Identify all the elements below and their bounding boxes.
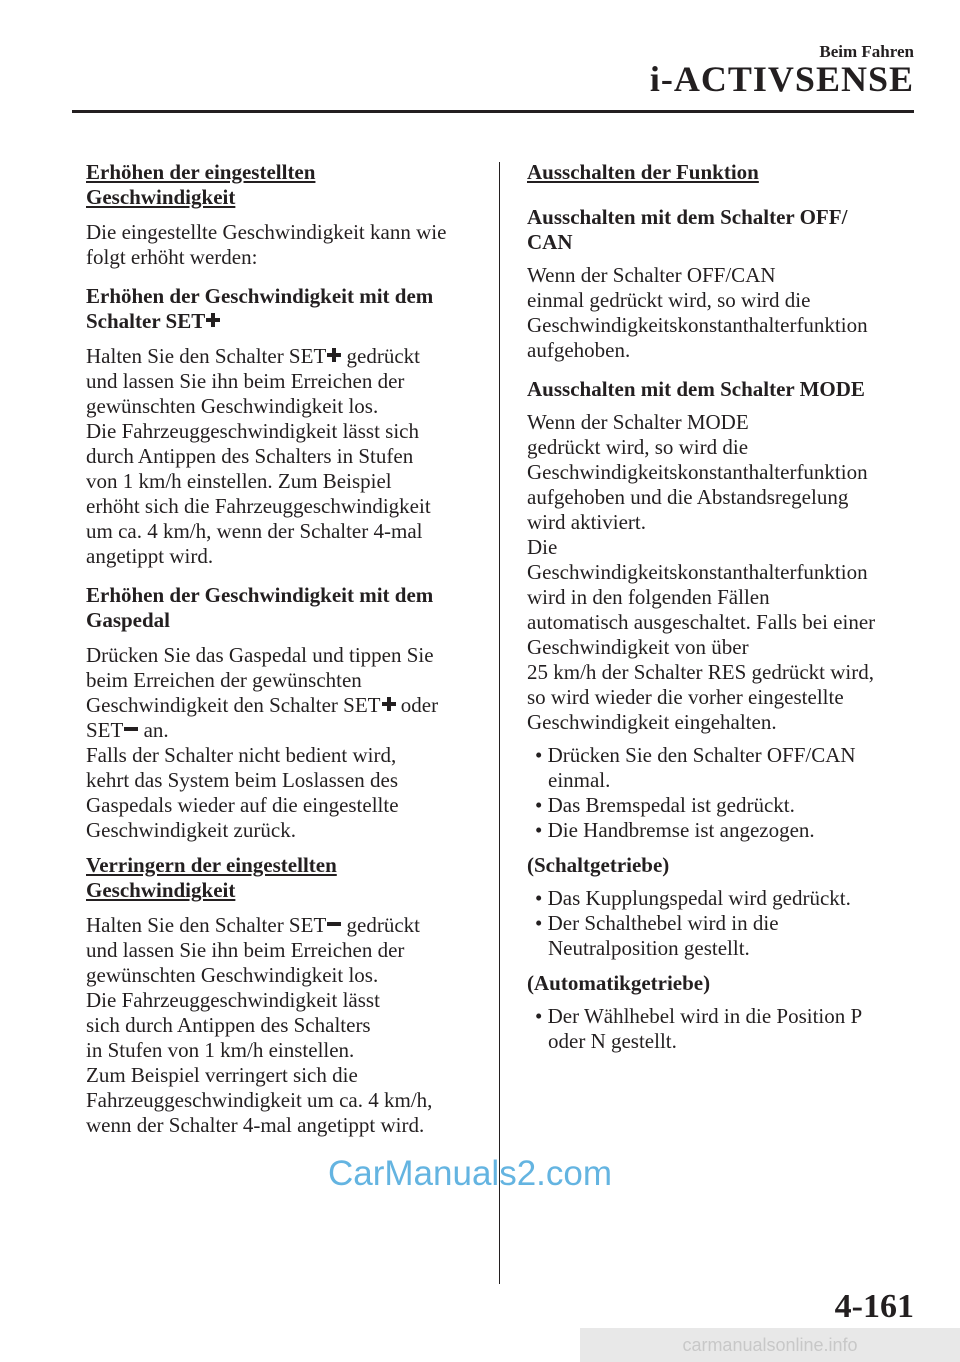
plus-icon xyxy=(382,697,396,711)
header-rule xyxy=(72,110,914,113)
paragraph-line: automatisch ausgeschaltet. Falls bei einer xyxy=(527,610,876,634)
section-title-decrease: Verringern der eingestellten xyxy=(86,853,337,877)
bullet-item: • Das Kupplungspedal wird gedrückt. xyxy=(535,886,851,910)
subheading-accelerator: Erhöhen der Geschwindigkeit mit dem xyxy=(86,583,434,607)
paragraph-line: Die eingestellte Geschwindigkeit kann wie xyxy=(86,220,447,244)
subheading-off-can-cont: CAN xyxy=(527,230,573,254)
column-divider xyxy=(499,162,500,1284)
paragraph-line: Wenn der Schalter OFF/CAN xyxy=(527,263,776,287)
bullet-item-cont: oder N gestellt. xyxy=(548,1029,677,1053)
bullet-item: • Der Wählhebel wird in die Position P xyxy=(535,1004,863,1028)
paragraph-line: Wenn der Schalter MODE xyxy=(527,410,749,434)
paragraph-text: Halten Sie den Schalter SET xyxy=(86,913,327,937)
paragraph-line: gedrückt wird, so wird die xyxy=(527,435,749,459)
paragraph-line: Geschwindigkeit eingehalten. xyxy=(527,710,777,734)
plus-icon xyxy=(206,313,220,327)
paragraph-line: Geschwindigkeit von über xyxy=(527,635,749,659)
header-title: i-ACTIVSENSE xyxy=(649,59,914,99)
paragraph-line xyxy=(86,344,486,369)
section-title-decrease-cont: Geschwindigkeit xyxy=(86,878,236,902)
paragraph-line: Geschwindigkeitskonstanthalterfunktion xyxy=(527,460,868,484)
paragraph-line xyxy=(86,913,486,938)
left-column xyxy=(86,160,486,1138)
subheading-set-plus: Erhöhen der Geschwindigkeit mit dem xyxy=(86,284,434,308)
page-number: 4-161 xyxy=(834,1288,914,1325)
paragraph-line xyxy=(86,718,486,743)
paragraph-line: Zum Beispiel verringert sich die xyxy=(86,1063,358,1087)
paragraph-line: angetippt wird. xyxy=(86,544,214,568)
paragraph-text: Halten Sie den Schalter SET xyxy=(86,344,327,368)
paragraph-line: Falls der Schalter nicht bedient wird, xyxy=(86,743,397,767)
paragraph-text: gedrückt xyxy=(341,344,421,368)
section-title-switch-off: Ausschalten der Funktion xyxy=(527,160,759,184)
paragraph-line: Die Fahrzeuggeschwindigkeit lässt sich xyxy=(86,419,420,443)
paragraph-line: Die xyxy=(527,535,558,559)
paragraph-line: so wird wieder die vorher eingestellte xyxy=(527,685,844,709)
subheading-mode: Ausschalten mit dem Schalter MODE xyxy=(527,377,865,401)
bullet-item: • Das Bremspedal ist gedrückt. xyxy=(535,793,795,817)
paragraph-line: 25 km/h der Schalter RES gedrückt wird, xyxy=(527,660,875,684)
section-title-increase-cont: Geschwindigkeit xyxy=(86,185,236,209)
paragraph-line: von 1 km/h einstellen. Zum Beispiel xyxy=(86,469,392,493)
watermark-carmanualsonline: carmanualsonline.info xyxy=(580,1328,960,1362)
paragraph-text: Geschwindigkeit den Schalter SET xyxy=(86,693,381,717)
paragraph-line: einmal gedrückt wird, so wird die xyxy=(527,288,811,312)
watermark-carmanuals2: CarManuals2.com xyxy=(328,1154,612,1193)
bullet-item: • Drücken Sie den Schalter OFF/CAN xyxy=(535,743,856,767)
section-title-increase: Erhöhen der eingestellten xyxy=(86,160,316,184)
subheading-manual-transmission: (Schaltgetriebe) xyxy=(527,853,670,877)
paragraph-line: um ca. 4 km/h, wenn der Schalter 4-mal xyxy=(86,519,423,543)
paragraph-line: wenn der Schalter 4-mal angetippt wird. xyxy=(86,1113,425,1137)
right-column xyxy=(527,160,917,1054)
bullet-item-cont: Neutralposition gestellt. xyxy=(548,936,750,960)
paragraph-line: folgt erhöht werden: xyxy=(86,245,258,269)
subheading-accelerator-cont: Gaspedal xyxy=(86,608,171,632)
paragraph-line: Gaspedals wieder auf die eingestellte xyxy=(86,793,399,817)
paragraph-line: Geschwindigkeitskonstanthalterfunktion xyxy=(527,560,868,584)
paragraph-line: und lassen Sie ihn beim Erreichen der xyxy=(86,369,405,393)
bullet-item-cont: einmal. xyxy=(548,768,611,792)
bullet-item: • Der Schalthebel wird in die xyxy=(535,911,779,935)
minus-icon xyxy=(124,722,138,736)
paragraph-line: Die Fahrzeuggeschwindigkeit lässt xyxy=(86,988,380,1012)
paragraph-text: oder xyxy=(395,693,439,717)
paragraph-text: gedrückt xyxy=(341,913,421,937)
paragraph-line: aufgehoben und die Abstandsregelung xyxy=(527,485,849,509)
plus-icon xyxy=(327,348,341,362)
paragraph-line: gewünschten Geschwindigkeit los. xyxy=(86,394,379,418)
paragraph-line: Geschwindigkeit zurück. xyxy=(86,818,296,842)
paragraph-line: sich durch Antippen des Schalters xyxy=(86,1013,371,1037)
paragraph-line: Drücken Sie das Gaspedal und tippen Sie xyxy=(86,643,434,667)
minus-icon xyxy=(327,917,341,931)
header-section-label: Beim Fahren xyxy=(819,42,914,61)
paragraph-line: kehrt das System beim Loslassen des xyxy=(86,768,399,792)
paragraph-line: wird aktiviert. xyxy=(527,510,646,534)
paragraph-line: aufgehoben. xyxy=(527,338,631,362)
paragraph-line: erhöht sich die Fahrzeuggeschwindigkeit xyxy=(86,494,431,518)
paragraph-line: und lassen Sie ihn beim Erreichen der xyxy=(86,938,405,962)
paragraph-line: Fahrzeuggeschwindigkeit um ca. 4 km/h, xyxy=(86,1088,433,1112)
paragraph-line xyxy=(86,693,486,718)
paragraph-line: Geschwindigkeitskonstanthalterfunktion xyxy=(527,313,868,337)
subheading-text: Schalter SET xyxy=(86,309,206,333)
paragraph-line: gewünschten Geschwindigkeit los. xyxy=(86,963,379,987)
paragraph-text: an. xyxy=(138,718,169,742)
subheading-set-plus-cont xyxy=(86,309,486,334)
paragraph-line: wird in den folgenden Fällen xyxy=(527,585,770,609)
paragraph-line: durch Antippen des Schalters in Stufen xyxy=(86,444,414,468)
subheading-automatic-transmission: (Automatikgetriebe) xyxy=(527,971,711,995)
paragraph-line: beim Erreichen der gewünschten xyxy=(86,668,362,692)
bullet-item: • Die Handbremse ist angezogen. xyxy=(535,818,815,842)
subheading-off-can: Ausschalten mit dem Schalter OFF/ xyxy=(527,205,848,229)
paragraph-text: SET xyxy=(86,718,124,742)
paragraph-line: in Stufen von 1 km/h einstellen. xyxy=(86,1038,355,1062)
